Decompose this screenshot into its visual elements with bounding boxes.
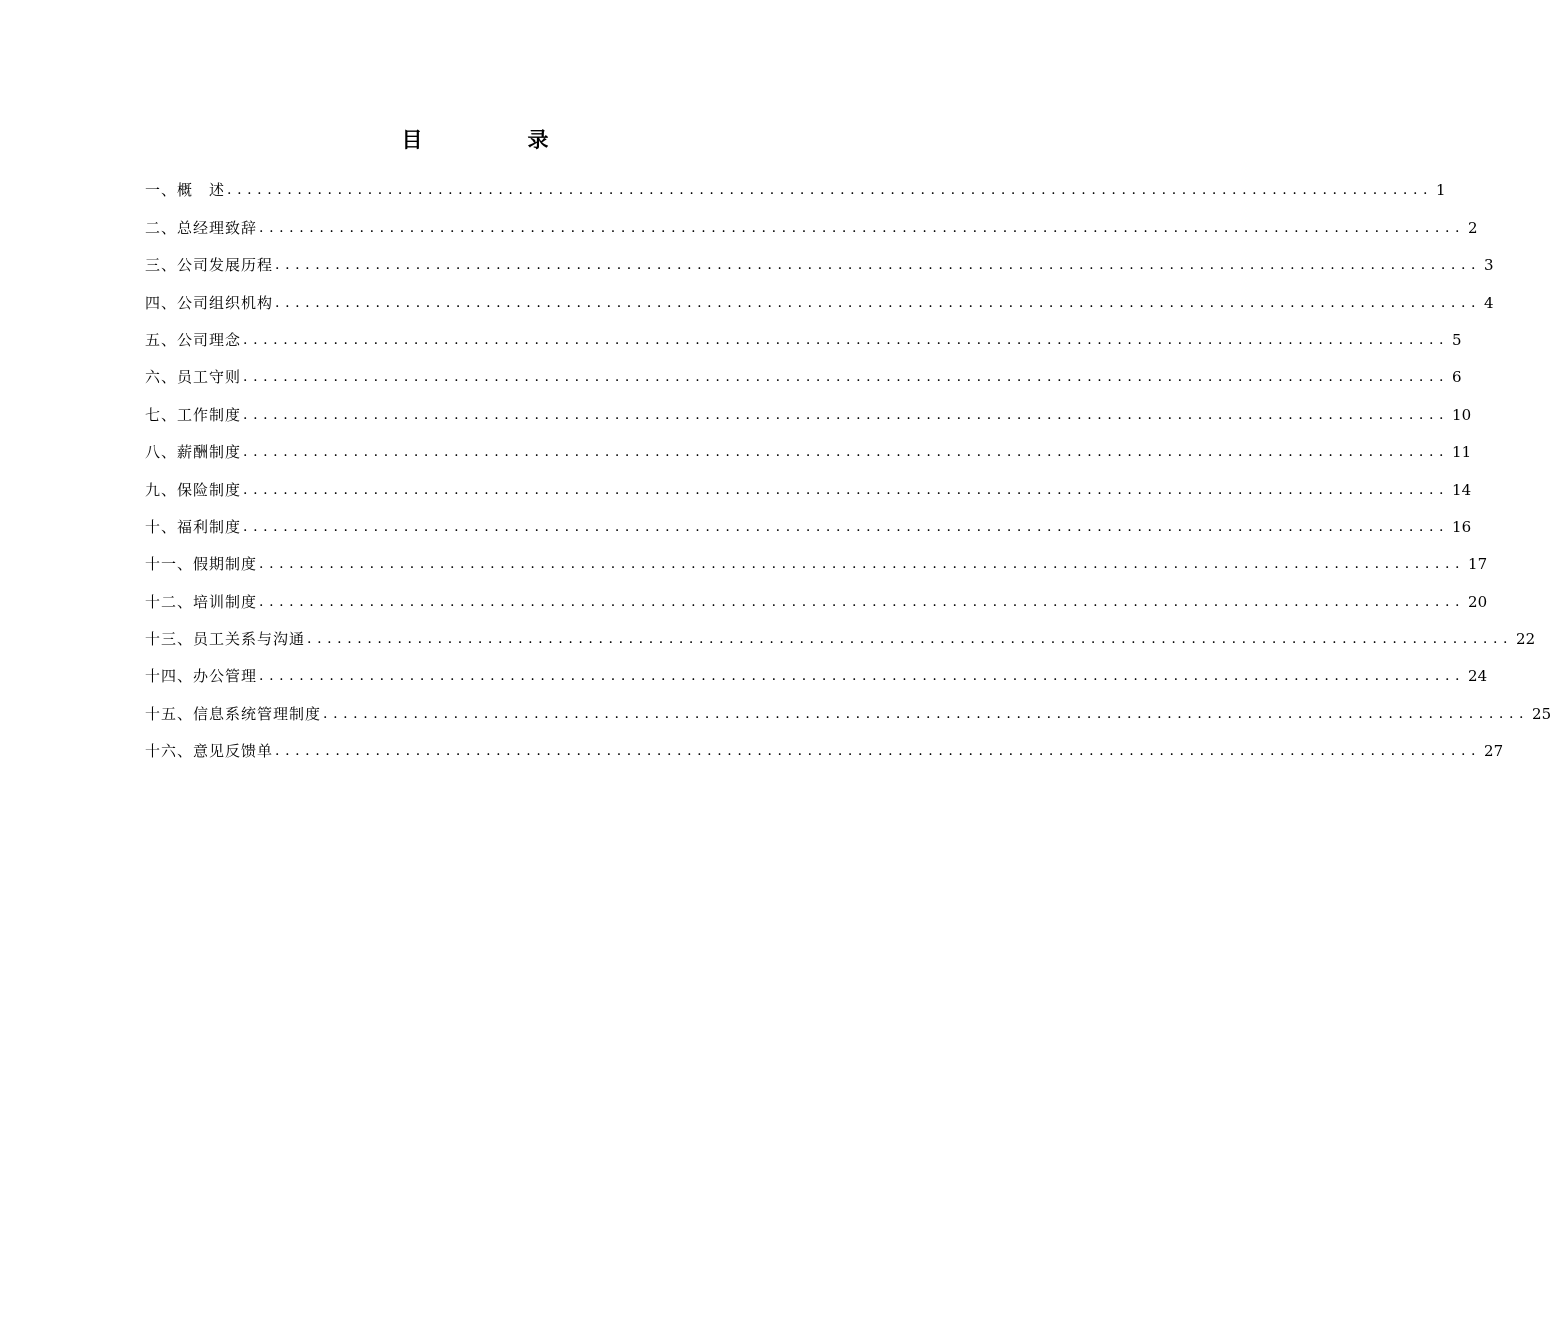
- toc-leader-dots: ........................................................................................................................: [243, 406, 1450, 423]
- toc-entry-page: 16: [1452, 517, 1472, 536]
- toc-entry-label: 五、公司理念: [145, 330, 242, 349]
- toc-entry-page: 14: [1452, 480, 1472, 499]
- toc-leader-dots: ........................................................................................................................: [275, 743, 1482, 760]
- toc-entry-leave[interactable]: [145, 542, 1488, 579]
- toc-entry-label: 十、福利制度: [145, 517, 242, 536]
- toc-entry-page: 27: [1484, 742, 1504, 761]
- toc-entry-label: 十三、员工关系与沟通: [145, 630, 306, 649]
- toc-entry-training[interactable]: [145, 579, 1488, 616]
- toc-entry-page: 6: [1452, 368, 1462, 387]
- toc-entry-page: 11: [1452, 443, 1472, 462]
- toc-entry-feedback-form[interactable]: [145, 729, 1504, 766]
- toc-entry-page: 2: [1468, 218, 1478, 237]
- toc-entry-label: 一、概 述: [145, 181, 226, 200]
- toc-entry-page: 24: [1468, 667, 1488, 686]
- toc-entry-compensation[interactable]: [145, 430, 1472, 467]
- toc-leader-dots: ........................................................................................................................: [259, 668, 1466, 685]
- toc-entry-page: 25: [1532, 704, 1551, 723]
- toc-entry-page: 3: [1484, 256, 1494, 275]
- toc-leader-dots: ........................................................................................................................: [275, 294, 1482, 311]
- toc-leader-dots: ........................................................................................................................: [259, 219, 1466, 236]
- toc-entry-employee-relations[interactable]: [145, 617, 1536, 654]
- toc-entry-work-rules[interactable]: [145, 392, 1472, 429]
- toc-leader-dots: ........................................................................................................................: [227, 182, 1434, 199]
- toc-entry-label: 十一、假期制度: [145, 555, 258, 574]
- toc-entry-label: 四、公司组织机构: [145, 293, 274, 312]
- toc-entry-page: 20: [1468, 592, 1488, 611]
- toc-leader-dots: ........................................................................................................................: [307, 631, 1514, 648]
- toc-leader-dots: ........................................................................................................................: [243, 331, 1450, 348]
- toc-entry-code-of-conduct[interactable]: [145, 355, 1462, 392]
- toc-entry-gm-speech[interactable]: [145, 205, 1478, 242]
- toc-entry-label: 十二、培训制度: [145, 592, 258, 611]
- toc-entry-label: 十四、办公管理: [145, 667, 258, 686]
- toc-entry-page: 17: [1468, 555, 1488, 574]
- toc-leader-dots: ........................................................................................................................: [259, 556, 1466, 573]
- toc-leader-dots: ........................................................................................................................: [243, 518, 1450, 535]
- toc-entry-office-management[interactable]: [145, 654, 1488, 691]
- toc-entry-benefits[interactable]: [145, 505, 1472, 542]
- toc-entry-page: 10: [1452, 405, 1472, 424]
- toc-entry-label: 二、总经理致辞: [145, 218, 258, 237]
- toc-entry-label: 九、保险制度: [145, 480, 242, 499]
- toc-leader-dots: ........................................................................................................................: [323, 705, 1530, 722]
- toc-entry-label: 十五、信息系统管理制度: [145, 704, 322, 723]
- toc-entry-label: 三、公司发展历程: [145, 256, 274, 275]
- toc-entry-page: 22: [1516, 630, 1536, 649]
- toc-entry-philosophy[interactable]: [145, 318, 1462, 355]
- toc-leader-dots: ........................................................................................................................: [275, 257, 1482, 274]
- toc-entry-label: 八、薪酬制度: [145, 443, 242, 462]
- toc-entry-it-management[interactable]: [145, 691, 1551, 728]
- toc-entry-history[interactable]: [145, 243, 1494, 280]
- toc-entry-organization[interactable]: [145, 280, 1494, 317]
- toc-entry-label: 六、员工守则: [145, 368, 242, 387]
- page-title: 目 录: [401, 127, 591, 152]
- toc-entry-insurance[interactable]: [145, 467, 1472, 504]
- toc-entry-label: 十六、意见反馈单: [145, 742, 274, 761]
- toc-entry-label: 七、工作制度: [145, 405, 242, 424]
- table-of-contents: [145, 168, 1551, 766]
- toc-leader-dots: ........................................................................................................................: [259, 593, 1466, 610]
- toc-leader-dots: ........................................................................................................................: [243, 369, 1450, 386]
- toc-entry-page: 5: [1452, 330, 1462, 349]
- toc-entry-page: 1: [1436, 181, 1446, 200]
- toc-leader-dots: ........................................................................................................................: [243, 481, 1450, 498]
- toc-entry-overview[interactable]: [145, 168, 1446, 205]
- toc-entry-page: 4: [1484, 293, 1494, 312]
- toc-leader-dots: ........................................................................................................................: [243, 444, 1450, 461]
